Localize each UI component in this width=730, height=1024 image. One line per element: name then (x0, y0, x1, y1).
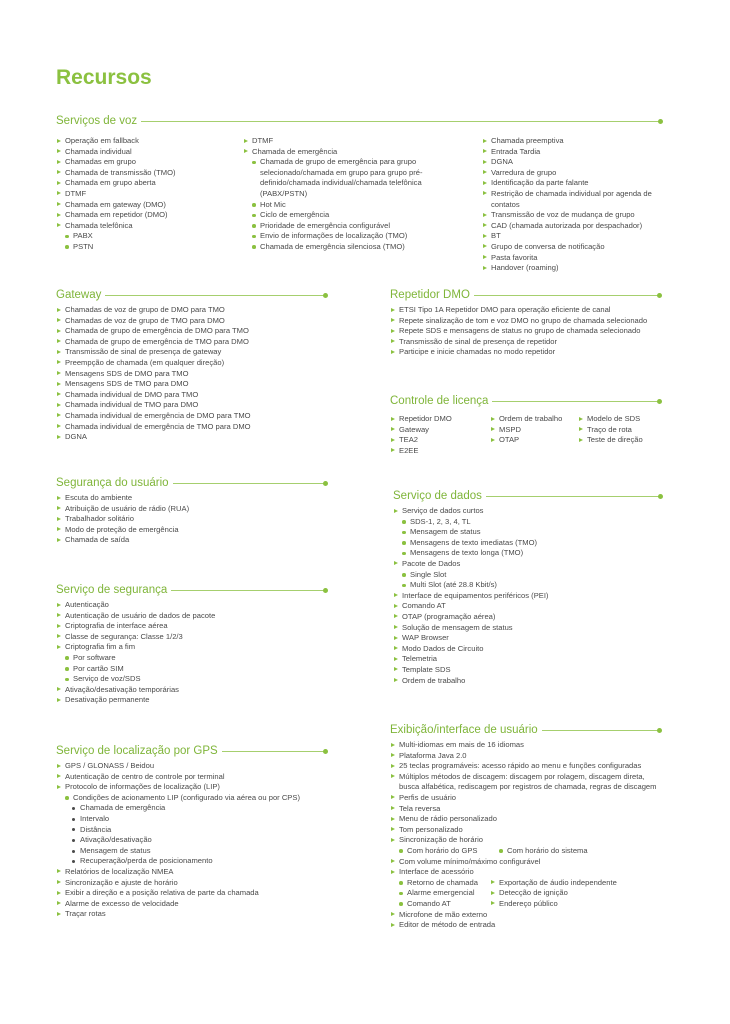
list-item: CAD (chamada autorizada por despachador) (482, 221, 662, 232)
section-rule (222, 751, 326, 752)
list-item: Chamada de grupo de emergência de TMO para DMO (56, 337, 326, 348)
list-item: Handover (roaming) (482, 263, 662, 274)
section-header (56, 115, 661, 127)
list-item: Tom personalizado (390, 825, 660, 836)
list-item: Modo de proteção de emergência (56, 525, 326, 536)
list-item: Desativação permanente (56, 695, 326, 706)
section-title: Gateway (56, 289, 102, 301)
section-rule (492, 401, 660, 402)
list-item: Autenticação de usuário de dados de pacote (56, 611, 326, 622)
list-item: Pasta favorita (482, 253, 662, 264)
list-item: Chamada de emergência (243, 147, 448, 158)
list-item: Transmissão de sinal de presença de gateway (56, 347, 326, 358)
voice-list-col1 (56, 136, 236, 253)
section-title: Serviço de dados (393, 490, 482, 502)
list-item: Chamada preemptiva (482, 136, 662, 147)
list-item: Transmissão de sinal de presença de repetidor (390, 337, 660, 348)
section-header (56, 289, 326, 301)
section-title: Repetidor DMO (390, 289, 470, 301)
list-item: Chamadas de voz de grupo de TMO para DMO (56, 316, 326, 327)
list-item: Repetidor DMO (390, 414, 485, 425)
list-item: Protocolo de informações de localização (LIP) (56, 782, 326, 793)
user-safety-list (56, 493, 326, 546)
list-item: Endereço público (490, 899, 617, 910)
list-item: Entrada Tardia (482, 147, 662, 158)
list-item: Chamada em repetidor (DMO) (56, 210, 236, 221)
list-item: Serviço de dados curtos (393, 506, 661, 517)
list-item: Grupo de conversa de notificação (482, 242, 662, 253)
list-item: Classe de segurança: Classe 1/2/3 (56, 632, 326, 643)
display-ui-list-tail (390, 910, 660, 931)
section-rule (141, 121, 661, 122)
list-item: Por cartão SIM (56, 664, 326, 675)
list-item: Ativação/desativação (56, 835, 326, 846)
section-voice-services (56, 115, 661, 131)
list-item: Microfone de mão externo (390, 910, 660, 921)
section-title: Controle de licença (390, 395, 489, 407)
list-item: Atribuição de usuário de rádio (RUA) (56, 504, 326, 515)
section-header (390, 289, 660, 301)
list-item: Chamada de transmissão (TMO) (56, 168, 236, 179)
list-item: Chamada em grupo aberta (56, 178, 236, 189)
list-item: Ciclo de emergência (243, 210, 448, 221)
list-item: Comando AT (390, 899, 490, 910)
list-item: Operação em fallback (56, 136, 236, 147)
list-item: Com volume mínimo/máximo configurável (390, 857, 660, 868)
list-item: Mensagens de texto longa (TMO) (393, 548, 661, 559)
list-item: SDS-1, 2, 3, 4, TL (393, 517, 661, 528)
list-item: Editor de método de entrada (390, 920, 660, 931)
list-item: Recuperação/perda de posicionamento (56, 856, 326, 867)
list-item: Sincronização de horário (390, 835, 660, 846)
section-rule (171, 590, 326, 591)
list-item: Trabalhador solitário (56, 514, 326, 525)
list-item: Participe e inicie chamadas no modo repetidor (390, 347, 660, 358)
list-item: OTAP (490, 435, 580, 446)
list-item: Identificação da parte falante (482, 178, 662, 189)
list-item: Single Slot (393, 570, 661, 581)
list-item: Interface de acessório (390, 867, 660, 878)
section-title: Segurança do usuário (56, 477, 169, 489)
list-item: Exportação de áudio independente (490, 878, 617, 889)
list-item: Multi-idiomas em mais de 16 idiomas (390, 740, 660, 751)
list-item: Alarme de excesso de velocidade (56, 899, 326, 910)
list-item: Template SDS (393, 665, 661, 676)
display-ui-list (390, 740, 660, 846)
list-item: Traçar rotas (56, 909, 326, 920)
list-item: Criptografia fim a fim (56, 642, 326, 653)
section-security-service (56, 584, 326, 706)
list-item: Modo Dados de Circuito (393, 644, 661, 655)
list-item: Tela reversa (390, 804, 660, 815)
gateway-list (56, 305, 326, 443)
list-item: Interface de equipamentos periféricos (PEI) (393, 591, 661, 602)
list-item: Por software (56, 653, 326, 664)
list-item: Chamada individual de emergência de TMO para DMO (56, 422, 326, 433)
section-header (390, 724, 660, 736)
list-item: DTMF (243, 136, 448, 147)
list-item: Chamada individual de TMO para DMO (56, 400, 326, 411)
section-title: Serviço de segurança (56, 584, 168, 596)
section-header (56, 584, 326, 596)
list-item: Menu de rádio personalizado (390, 814, 660, 825)
list-item: Relatórios de localização NMEA (56, 867, 326, 878)
list-item: Chamada individual (56, 147, 236, 158)
list-item: Repete SDS e mensagens de status no grupo de chamada selecionado (390, 326, 660, 337)
list-item: Mensagens SDS de TMO para DMO (56, 379, 326, 390)
section-user-safety (56, 477, 326, 546)
data-service-list (393, 506, 661, 686)
list-item: Traço de rota (578, 425, 668, 436)
list-item: Chamada de grupo de emergência para grupo selecionado/chamada em grupo para grupo pré-definido/chamada individual/chamada telefônica (PABX/PSTN) (243, 157, 448, 199)
gps-location-list (56, 761, 326, 920)
list-item: Chamada telefônica (56, 221, 236, 232)
list-item: Gateway (390, 425, 485, 436)
list-item: Teste de direção (578, 435, 668, 446)
list-item: PABX (56, 231, 236, 242)
list-item: TEA2 (390, 435, 485, 446)
list-item: Perfis de usuário (390, 793, 660, 804)
list-item: Com horário do sistema (490, 846, 588, 857)
section-header (56, 477, 326, 489)
section-license-control (390, 395, 660, 411)
section-rule (486, 496, 661, 497)
list-item: Chamada de grupo de emergência de DMO para TMO (56, 326, 326, 337)
list-item: Restrição de chamada individual por agenda de contatos (482, 189, 662, 210)
section-header (56, 745, 326, 757)
section-header (393, 490, 661, 502)
list-item: Comando AT (393, 601, 661, 612)
section-header (390, 395, 660, 407)
list-item: Ativação/desativação temporárias (56, 685, 326, 696)
list-item: Chamadas de voz de grupo de DMO para TMO (56, 305, 326, 316)
section-rule (542, 730, 660, 731)
list-item: DGNA (482, 157, 662, 168)
list-item: Varredura de grupo (482, 168, 662, 179)
accessory-options (390, 878, 660, 910)
list-item: Prioridade de emergência configurável (243, 221, 448, 232)
list-item: PSTN (56, 242, 236, 253)
list-item: Condições de acionamento LIP (configurado via aérea ou por CPS) (56, 793, 326, 804)
voice-list-col2 (243, 136, 448, 253)
section-title: Serviço de localização por GPS (56, 745, 218, 757)
list-item: Sincronização e ajuste de horário (56, 878, 326, 889)
list-item: Distância (56, 825, 326, 836)
list-item: DGNA (56, 432, 326, 443)
list-item: Intervalo (56, 814, 326, 825)
section-gps-location (56, 745, 326, 920)
section-rule (474, 295, 660, 296)
list-item: Chamada de emergência silenciosa (TMO) (243, 242, 448, 253)
list-item: DTMF (56, 189, 236, 200)
list-item: Ordem de trabalho (490, 414, 580, 425)
list-item: Ordem de trabalho (393, 676, 661, 687)
section-rule (105, 295, 326, 296)
list-item: Autenticação de centro de controle por terminal (56, 772, 326, 783)
list-item: Telemetria (393, 654, 661, 665)
list-item: Mensagens de texto imediatas (TMO) (393, 538, 661, 549)
section-title: Exibição/interface de usuário (390, 724, 538, 736)
section-rule (173, 483, 326, 484)
list-item: Chamada de emergência (56, 803, 326, 814)
list-item: Plataforma Java 2.0 (390, 751, 660, 762)
list-item: MSPD (490, 425, 580, 436)
list-item: Serviço de voz/SDS (56, 674, 326, 685)
list-item: 25 teclas programáveis: acesso rápido ao menu e funções configuradas (390, 761, 660, 772)
section-gateway (56, 289, 326, 443)
section-title: Serviços de voz (56, 115, 138, 127)
list-item: Mensagem de status (393, 527, 661, 538)
list-item: Detecção de ignição (490, 888, 617, 899)
list-item: OTAP (programação aérea) (393, 612, 661, 623)
list-item: Chamada de saída (56, 535, 326, 546)
page-title: Recursos (56, 66, 152, 89)
list-item: Repete sinalização de tom e voz DMO no grupo de chamada selecionado (390, 316, 660, 327)
security-service-list (56, 600, 326, 706)
list-item: Retorno de chamada (390, 878, 490, 889)
list-item: Exibir a direção e a posição relativa de parte da chamada (56, 888, 326, 899)
list-item: Criptografia de interface aérea (56, 621, 326, 632)
list-item: GPS / GLONASS / Beidou (56, 761, 326, 772)
list-item: Chamadas em grupo (56, 157, 236, 168)
list-item: Mensagens SDS de DMO para TMO (56, 369, 326, 380)
list-item: Chamada individual de emergência de DMO para TMO (56, 411, 326, 422)
list-item: Hot Mic (243, 200, 448, 211)
list-item: Envio de informações de localização (TMO) (243, 231, 448, 242)
license-list-col3 (578, 414, 668, 446)
list-item: Escuta do ambiente (56, 493, 326, 504)
list-item: Multi Slot (até 28.8 Kbit/s) (393, 580, 661, 591)
section-display-ui (390, 724, 660, 931)
list-item: WAP Browser (393, 633, 661, 644)
section-dmo-repeater (390, 289, 660, 358)
list-item: Com horário do GPS (390, 846, 490, 857)
list-item: Chamada individual de DMO para TMO (56, 390, 326, 401)
list-item: Solução de mensagem de status (393, 623, 661, 634)
list-item: BT (482, 231, 662, 242)
list-item: E2EE (390, 446, 485, 457)
license-list-col2 (490, 414, 580, 446)
list-item: Transmissão de voz de mudança de grupo (482, 210, 662, 221)
list-item: Alarme emergencial (390, 888, 490, 899)
list-item: Preempção de chamada (em qualquer direção) (56, 358, 326, 369)
list-item: Múltiplos métodos de discagem: discagem por rolagem, discagem direta, busca alfabética, rediscagem por registros de chamada, regras de discagem (390, 772, 660, 793)
list-item: Pacote de Dados (393, 559, 661, 570)
list-item: Mensagem de status (56, 846, 326, 857)
section-data-service (393, 490, 661, 686)
list-item: Chamada em gateway (DMO) (56, 200, 236, 211)
license-list-col1 (390, 414, 485, 456)
list-item: ETSI Tipo 1A Repetidor DMO para operação eficiente de canal (390, 305, 660, 316)
voice-list-col3 (482, 136, 662, 274)
time-sync-options (390, 846, 660, 857)
list-item: Modelo de SDS (578, 414, 668, 425)
list-item: Autenticação (56, 600, 326, 611)
repeater-list (390, 305, 660, 358)
